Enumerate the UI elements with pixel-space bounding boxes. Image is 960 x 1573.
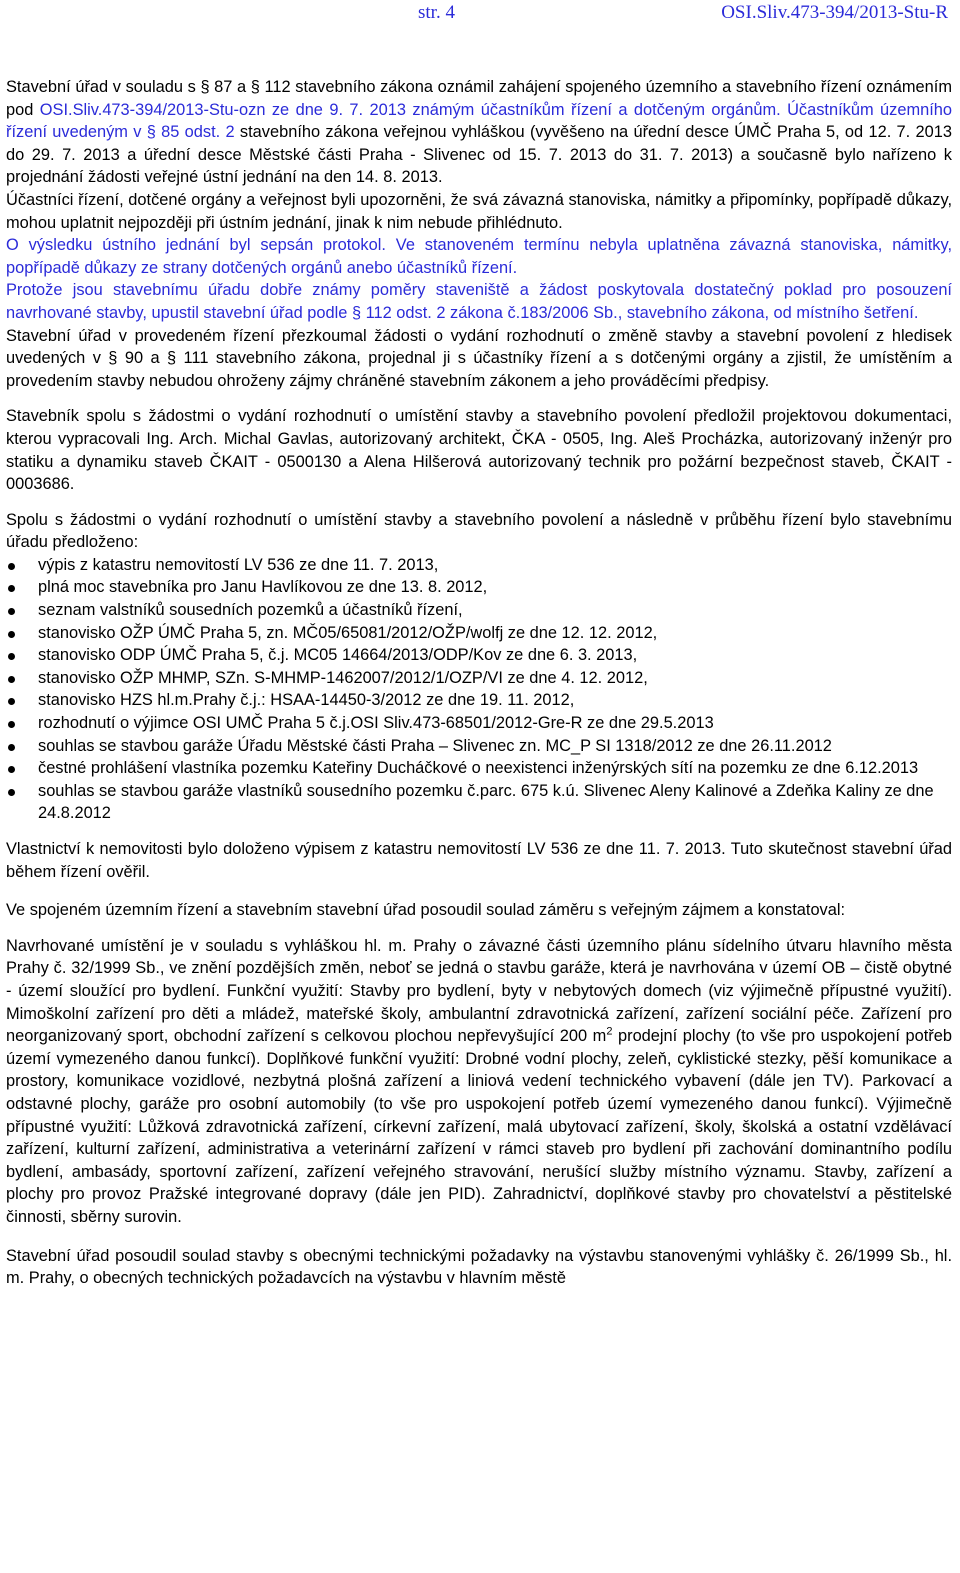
page-number: str. 4 (418, 2, 455, 23)
paragraph-public-interest: Ve spojeném územním řízení a stavebním stavební úřad posoudil soulad záměru s veřejným zájmem a konstatoval: (6, 901, 846, 920)
document-reference: OSI.Sliv.473-394/2013-Stu-R (721, 2, 948, 23)
list-item: čestné prohlášení vlastníka pozemku Kateřiny Ducháčkové o neexistenci inženýrských sítí na pozemku ze dne 6.12.2013 (6, 757, 952, 780)
list-item: stanovisko ODP ÚMČ Praha 5, č.j. MC05 14664/2013/ODP/Kov ze dne 6. 3. 2013, (6, 644, 952, 667)
list-item: souhlas se stavbou garáže vlastníků sousedního pozemku č.parc. 675 k.ú. Slivenec Aleny Kalinové a Zdeňka Kaliny ze dne 24.8.2012 (6, 780, 952, 825)
paragraph-land-use: Navrhované umístění je v souladu s vyhláškou hl. m. Prahy o závazné části územního plánu sídelního útvaru hlavního města Prahy č. 32/1999 Sb., ve znění pozdějších změn, neboť se jedná o stavbu garáže, která je navrhována v území OB – čistě obytné - území sloužící pro bydlení. Funkční využití: Stavby pro bydlení, byty v nebytových domech (viz výjimečně přípustné využití). Mimoškolní zařízení pro děti a mládež, mateřské školy, ambulantní zdravotnická zařízení, zařízení sociální péče. Zařízení pro neorganizovaný sport, obchodní zařízení s celkovou plochou nepřevyšující 200 $m^2$ prodejní plochy (to vše pro uspokojení potřeb území vymezeného danou funkcí). Doplňkové funkční využití: Drobné vodní plochy, zeleň, cyklistické stezky, pěší komunikace a prostory, komunikace vozidlové, nezbytná plošná zařízení a liniová vedení technického vybavení (dále jen TV). Parkovací a odstavné plochy, garáže pro osobní automobily (to vše pro uspokojení potřeb území vymezeného danou funkcí). Výjimečně přípustné využití: Lůžková zdravotnická zařízení, církevní zařízení, malá ubytovací zařízení, školy, školská a ostatní vzdělávací zařízení, kulturní zařízení, administrativa a veterinární zařízení v rámci staveb pro bydlení při zachování dominantního podílu bydlení, ambasády, sportovní zařízení, zařízení veřejného stravování, nerušící služby místního významu. Stavby, zařízení a plochy pro provoz Pražské integrované dopravy (dále jen PID). Zahradnictví, doplňkové stavby pro chovatelství a pěstitelské činnosti, sběrny surovin. (6, 936, 952, 1226)
paragraph-ownership: Vlastnictví k nemovitosti bylo doloženo výpisem z katastru nemovitostí LV 536 ze dne 11. 7. 2013. Tuto skutečnost stavební úřad během řízení ověřil. (6, 840, 952, 881)
page-header (0, 2, 960, 26)
document-body (6, 76, 952, 1290)
paragraph-technical-requirements: Stavební úřad posoudil soulad stavby s obecnými technickými požadavky na výstavbu stanovenými vyhlášky č. 26/1999 Sb., hl. m. Prahy, o obecných technických požadavcích na výstavbu v hlavním městě (6, 1246, 952, 1288)
attachments-list (6, 554, 952, 825)
list-item: stanovisko OŽP ÚMČ Praha 5, zn. MČ05/65081/2012/OŽP/wolfj ze dne 12. 12. 2012, (6, 622, 952, 645)
list-item: stanovisko OŽP MHMP, SZn. S-MHMP-1462007/2012/1/OZP/VI ze dne 4. 12. 2012, (6, 667, 952, 690)
paragraph-documentation: Stavebník spolu s žádostmi o vydání rozhodnutí o umístění stavby a stavebního povolení předložil projektovou dokumentaci, kterou vypracovali Ing. Arch. Michal Gavlas, autorizovaný architekt, ČKA - 0505, Ing. Aleš Procházka, autorizovaný inženýr pro statiku a dynamiku staveb ČKAIT - 0500130 a Alena Hilšerová autorizovaný technik pro požární bezpečnost staveb, ČKAIT - 0003686. (6, 407, 952, 494)
list-item: souhlas se stavbou garáže Úřadu Městské části Praha – Slivenec zn. MC_P SI 1318/2012 ze dne 26.11.2012 (6, 735, 952, 758)
reference-link-text: OSI.Sliv.473-394/2013-Stu-ozn ze dne 9. 7. 2013 známým účastníkům řízení a dotčeným orgánům. Účastníkům územního řízení uvedeným v § 85 odst. 2 (6, 100, 953, 142)
list-item: seznam valstníků sousedních pozemků a účastníků řízení, (6, 599, 952, 622)
paragraph-attachments-intro: Spolu s žádostmi o vydání rozhodnutí o umístění stavby a stavebního povolení a následně v průběhu řízení bylo stavebnímu úřadu předloženo: (6, 510, 952, 552)
paragraph-protocol: O výsledku ústního jednání byl sepsán protokol. Ve stanoveném termínu nebyla uplatněna závazná stanoviska, námitky, popřípadě důkazy ze strany dotčených orgánů anebo účastníků řízení. (6, 236, 952, 277)
paragraph-review: Stavební úřad v provedeném řízení přezkoumal žádosti o vydání rozhodnutí o změně stavby a stavební povolení z hledisek uvedených v § 90 a § 111 stavebního zákona, projednal ji s účastníky řízení a s dotčenými orgány a zjistil, že umístěním a provedením stavby nebudou ohroženy zájmy chráněné stavebním zákonem a jeho prováděcími předpisy. (6, 326, 952, 390)
paragraph-commencement: Stavební úřad v souladu s § 87 a § 112 stavebního zákona oznámil zahájení spojeného územního a stavebního řízení oznámením pod OSI.Sliv.473-394/2013-Stu-ozn ze dne 9. 7. 2013 známým účastníkům řízení a dotčeným orgánům. Účastníkům územního řízení uvedeným v § 85 odst. 2 stavebního zákona veřejnou vyhláškou (vyvěšeno na úřední desce ÚMČ Praha 5, od 12. 7. 2013 do 29. 7. 2013 a úřední desce Městské části Praha - Slivenec od 15. 7. 2013 do 31. 7. 2013) a současně bylo nařízeno k projednání žádosti veřejné ústní jednání na den 14. 8. 2013. (6, 78, 953, 187)
paragraph-site-inspection: Protože jsou stavebnímu úřadu dobře známy poměry staveniště a žádost poskytovala dostatečný poklad pro posouzení navrhované stavby, upustil stavební úřad podle § 112 odst. 2 zákona č.183/2006 Sb., stavebního zákona, od místního šetření. (6, 281, 952, 322)
list-item: rozhodnutí o výjimce OSI UMČ Praha 5 č.j.OSI Sliv.473-68501/2012-Gre-R ze dne 29.5.2013 (6, 712, 952, 735)
list-item: plná moc stavebníka pro Janu Havlíkovou ze dne 13. 8. 2012, (6, 576, 952, 599)
list-item: stanovisko HZS hl.m.Prahy č.j.: HSAA-14450-3/2012 ze dne 19. 11. 2012, (6, 689, 952, 712)
paragraph-notice: Účastníci řízení, dotčené orgány a veřejnost byli upozorněni, že svá závazná stanoviska, námitky a připomínky, popřípadě důkazy, mohou uplatnit nejpozději při ústním jednání, jinak k nim nebude přihlédnuto. (6, 190, 952, 232)
list-item: výpis z katastru nemovitostí LV 536 ze dne 11. 7. 2013, (6, 554, 952, 577)
